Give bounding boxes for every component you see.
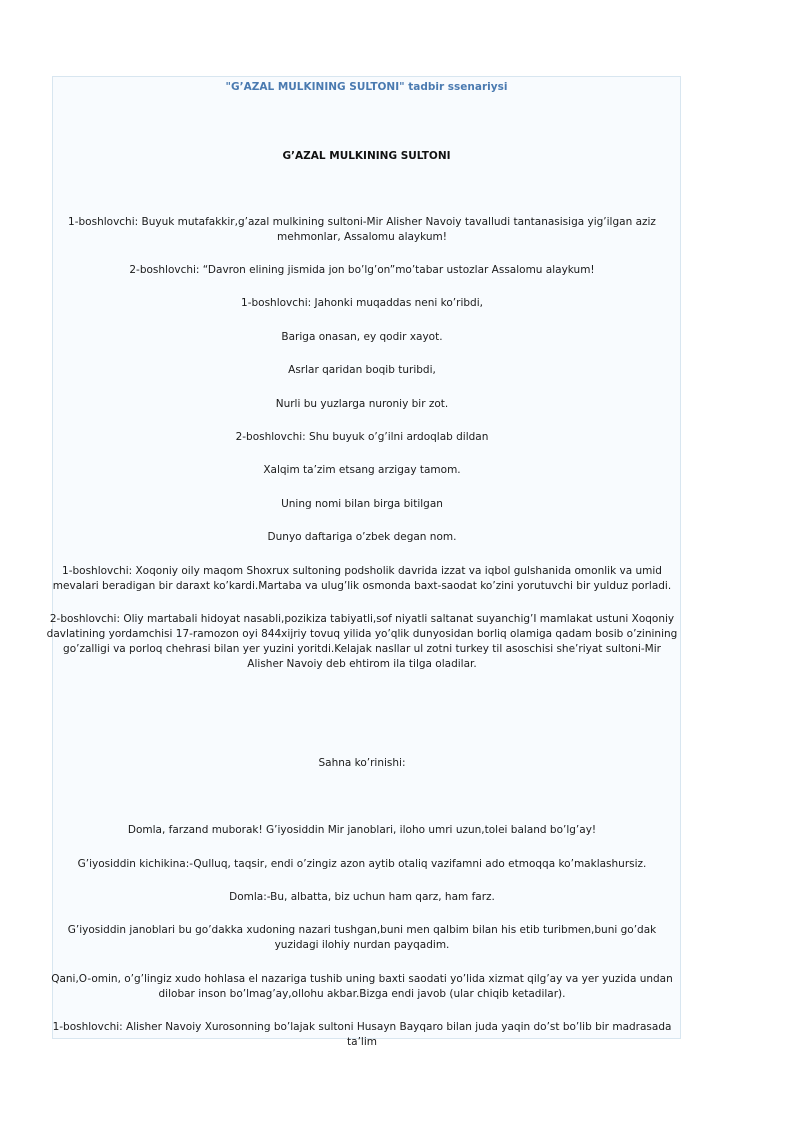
document-title: G’AZAL MULKINING SULTONI	[282, 150, 451, 162]
paragraph: Nurli bu yuzlarga nuroniy bir zot.	[275, 398, 449, 410]
paragraph: G’iyosiddin kichikina:-Qulluq, taqsir, endi o’zingiz azon aytib otaliq vazifamni ado etmoqqa ko’maklashursiz.	[77, 858, 647, 870]
paragraph: Qani,O-omin, o’g’lingiz xudo hohlasa el nazariga tushib uning baxti saodati yo’lida xizmat qilg’ay va yer yuzida undan dilobar inson bo’lmag’ay,ollohu akbar.Bizga endi javob (ular chiqib ketadilar).	[51, 973, 673, 1000]
paragraph: 2-boshlovchi: Oliy martabali hidoyat nasabli,pozikiza tabiyatli,sof niyatli saltanat suyanchig’I mamlakat ustuni Xoqoniy davlatining yordamchisi 17-ramozon oyi 844xijriy tovuq yilida yo’qlik dunyosidan borliq olamiga qadam bosib o’zinining go’zalligi va porloq chehrasi bilan yer yuzini yoritdi.Kelajak nasllar ul zotni turkey til asoschisi she’riyat sultoni-Mir Alisher Navoiy deb ehtirom ila tilga oladilar.	[46, 613, 678, 670]
paragraph: Bariga onasan, ey qodir xayot.	[281, 331, 443, 343]
paragraph: 1-boshlovchi: Jahonki muqaddas neni ko’ribdi,	[241, 297, 483, 309]
document-page	[46, 76, 681, 1048]
paragraph: 1-boshlovchi: Alisher Navoiy Xurosonning bo’lajak sultoni Husayn Bayqaro bilan juda yaqin do’st bo’lib bir madrasada ta’lim	[52, 1021, 672, 1048]
paragraph: Sahna ko’rinishi:	[318, 757, 406, 769]
paragraph: Dunyo daftariga o’zbek degan nom.	[267, 531, 457, 543]
paragraph: 2-boshlovchi: “Davron elining jismida jon bo’lg’on”mo’tabar ustozlar Assalomu alaykum!	[129, 264, 595, 276]
paragraph: Domla:-Bu, albatta, biz uchun ham qarz, ham farz.	[229, 891, 495, 903]
paragraph: Uning nomi bilan birga bitilgan	[281, 498, 443, 510]
paragraph: 1-boshlovchi: Xoqoniy oily maqom Shoxrux sultoning podsholik davrida izzat va iqbol gulshanida omonlik va umid mevalari beradigan bir daraxt ko’kardi.Martaba va ulug’lik osmonda baxt-saodat ko’zini yorutuvchi bir yulduz porladi.	[52, 565, 672, 592]
paragraph: G’iyosiddin janoblari bu go’dakka xudoning nazari tushgan,buni men qalbim bilan his etib turibmen,buni go’dak yuzidagi ilohiy nurdan payqadim.	[67, 924, 657, 951]
paragraph: Domla, farzand muborak! G’iyosiddin Mir janoblari, iloho umri uzun,tolei baland bo’lg’ay!	[127, 824, 597, 836]
paragraph: Xalqim ta’zim etsang arzigay tamom.	[263, 464, 461, 476]
paragraph: 2-boshlovchi: Shu buyuk o’g’ilni ardoqlab dildan	[235, 431, 489, 443]
header-title: "G’AZAL MULKINING SULTONI" tadbir ssenariysi	[225, 81, 508, 93]
paragraph: Asrlar qaridan boqib turibdi,	[288, 364, 436, 376]
paragraph: 1-boshlovchi: Buyuk mutafakkir,g’azal mulkining sultoni-Mir Alisher Navoiy tavalludi tantanasisiga yig’ilgan aziz mehmonlar, Assalomu alaykum!	[68, 216, 656, 243]
